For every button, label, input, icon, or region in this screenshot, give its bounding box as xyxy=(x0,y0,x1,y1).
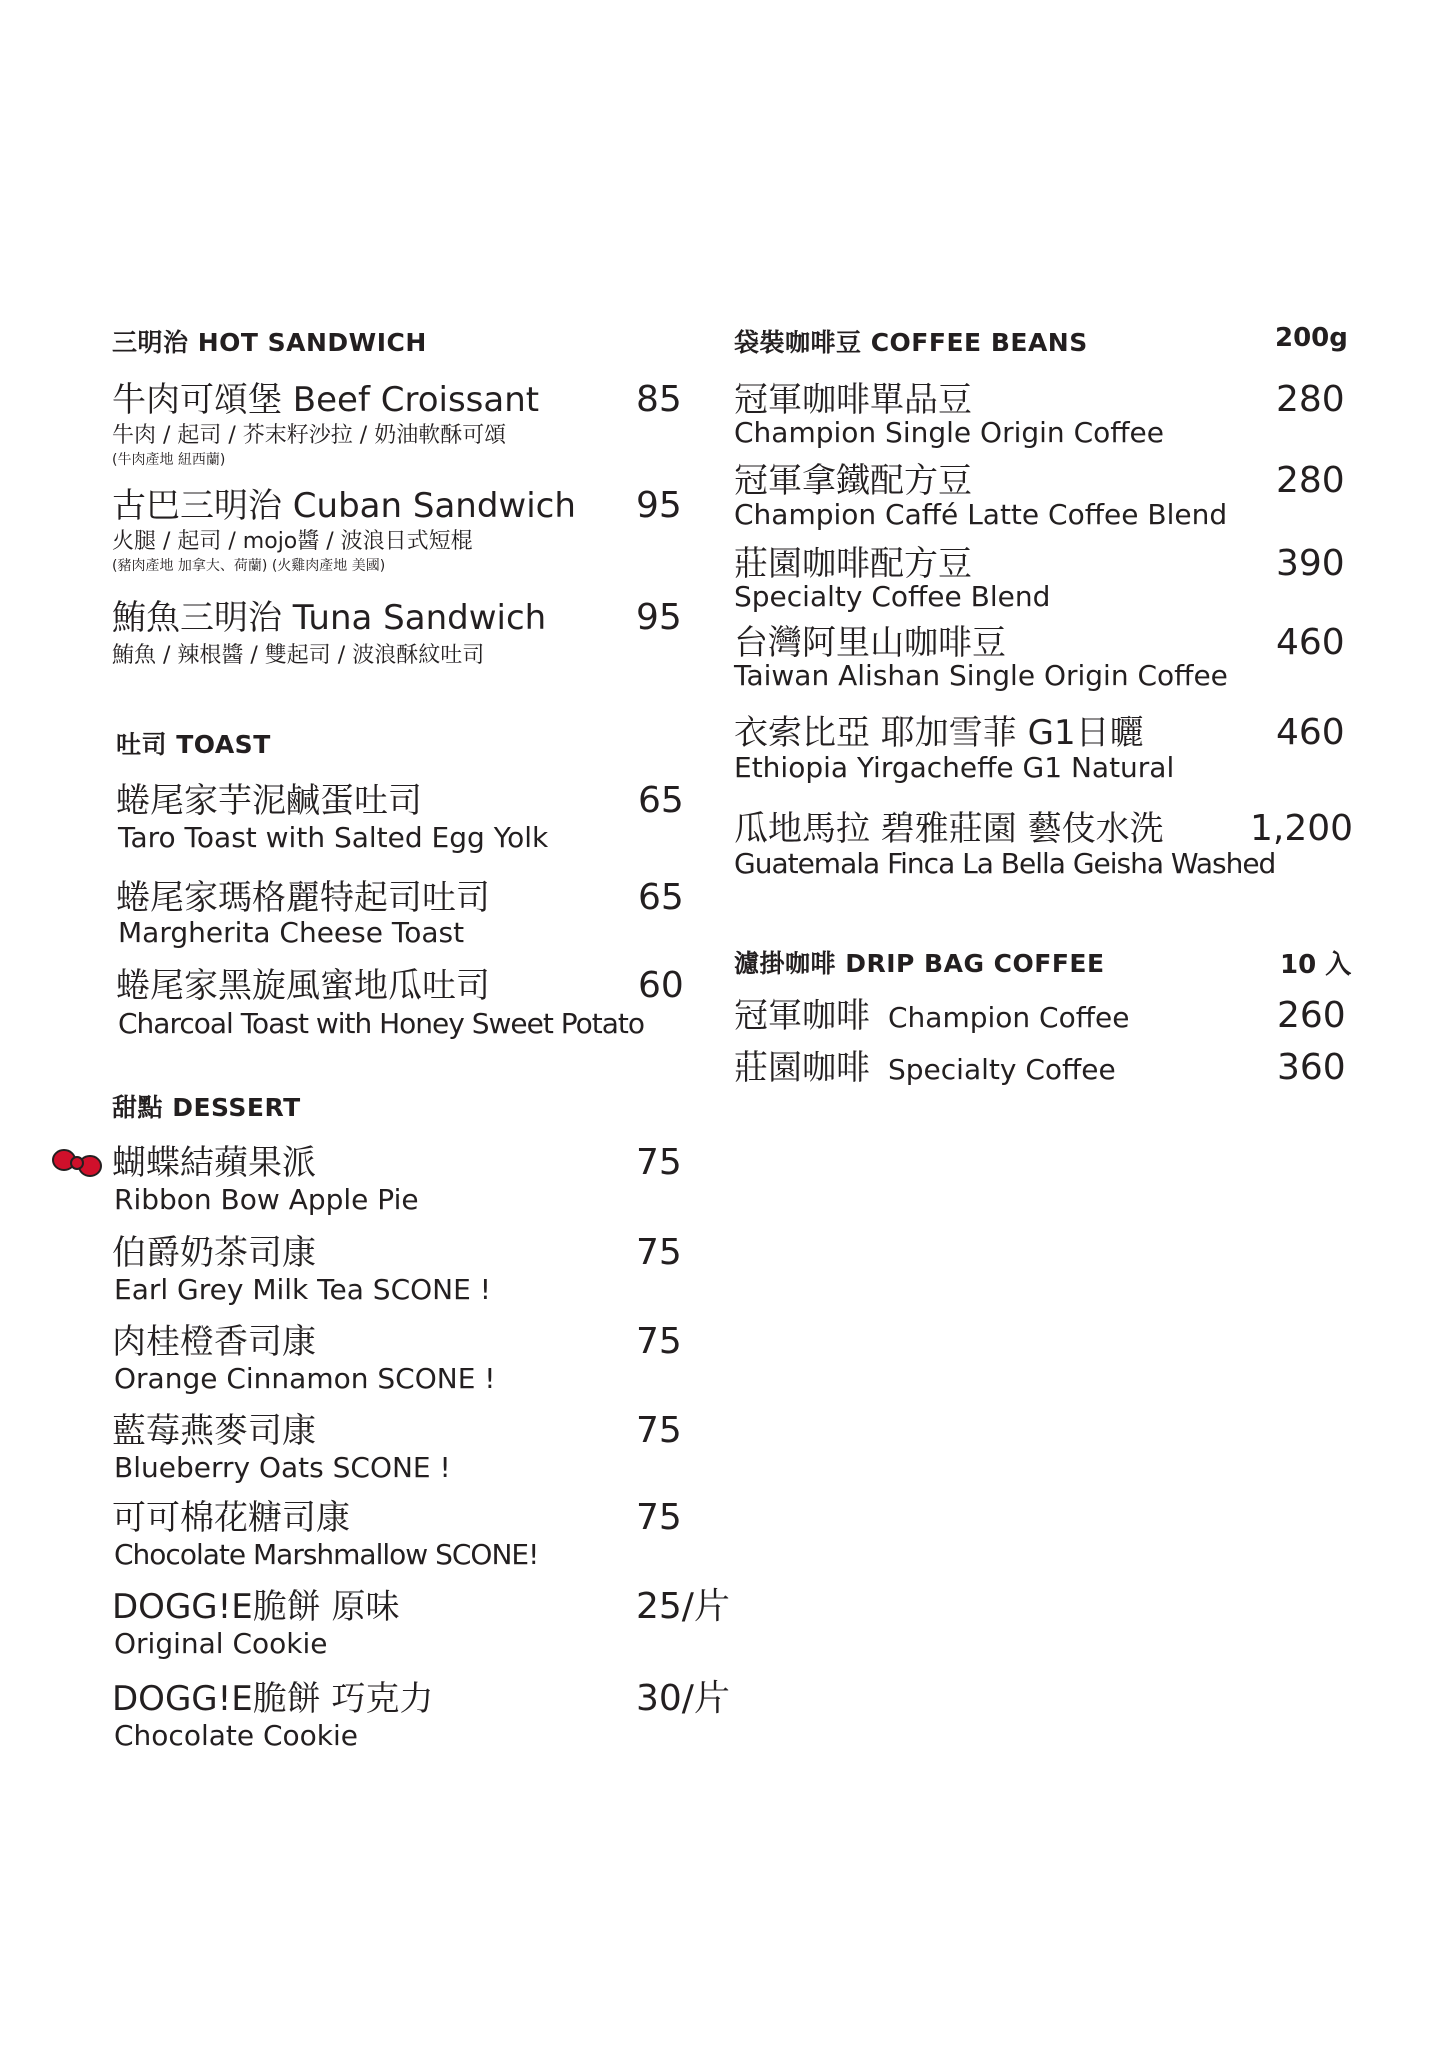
item-description: 鮪魚 / 辣根醬 / 雙起司 / 波浪酥紋吐司 xyxy=(112,643,485,668)
section-title-dessert: 甜點 DESSERT xyxy=(112,1093,301,1122)
item-name: 蜷尾家黑旋風蜜地瓜吐司 xyxy=(116,966,490,1006)
item-english-name: Charcoal Toast with Honey Sweet Potato xyxy=(118,1007,645,1040)
item-name: 莊園咖啡 xyxy=(734,1048,870,1088)
item-price: 1,200 xyxy=(1250,808,1354,849)
item-name: 蜷尾家芋泥鹹蛋吐司 xyxy=(116,781,422,821)
item-price: 60 xyxy=(638,965,684,1006)
item-name: 冠軍咖啡單品豆 xyxy=(734,380,972,420)
item-name: 冠軍拿鐵配方豆 xyxy=(734,461,972,501)
item-price: 460 xyxy=(1276,712,1345,753)
unit-label: 200g xyxy=(1275,323,1348,353)
item-name: DOGG!E脆餅 原味 xyxy=(112,1587,400,1627)
item-english-name: Guatemala Finca La Bella Geisha Washed xyxy=(734,847,1276,880)
item-english-name: Champion Caffé Latte Coffee Blend xyxy=(734,498,1228,531)
item-english-name: Specialty Coffee xyxy=(888,1053,1116,1086)
item-english-name: Specialty Coffee Blend xyxy=(734,580,1051,613)
item-price: 75 xyxy=(636,1410,682,1451)
item-english-name: Earl Grey Milk Tea SCONE ! xyxy=(114,1273,491,1306)
item-price: 30/片 xyxy=(636,1678,730,1719)
item-english-name: Orange Cinnamon SCONE ! xyxy=(114,1362,496,1395)
item-english-name: Champion Single Origin Coffee xyxy=(734,416,1164,449)
item-english-name: Taiwan Alishan Single Origin Coffee xyxy=(734,659,1228,692)
item-english-name: Ethiopia Yirgacheffe G1 Natural xyxy=(734,751,1175,784)
ribbon-bow-icon xyxy=(52,1146,102,1180)
item-price: 280 xyxy=(1276,379,1345,420)
item-name: 衣索比亞 耶加雪菲 G1日曬 xyxy=(734,713,1144,753)
item-price: 85 xyxy=(636,379,682,420)
item-name: 冠軍咖啡 xyxy=(734,996,870,1036)
item-name: 鮪魚三明治 Tuna Sandwich xyxy=(112,598,547,638)
item-name: 可可棉花糖司康 xyxy=(112,1498,350,1538)
item-price: 360 xyxy=(1277,1047,1346,1088)
item-english-name: Chocolate Cookie xyxy=(114,1719,359,1752)
item-english-name: Chocolate Marshmallow SCONE! xyxy=(114,1538,539,1571)
item-price: 280 xyxy=(1276,460,1345,501)
item-name: 台灣阿里山咖啡豆 xyxy=(734,623,1006,663)
item-price: 95 xyxy=(636,485,682,526)
unit-label: 10 入 xyxy=(1280,950,1352,980)
item-name: 蜷尾家瑪格麗特起司吐司 xyxy=(116,878,490,918)
item-english-name: Original Cookie xyxy=(114,1627,328,1660)
item-name: 莊園咖啡配方豆 xyxy=(734,544,972,584)
item-english-name: Blueberry Oats SCONE ! xyxy=(114,1451,451,1484)
item-price: 260 xyxy=(1277,995,1346,1036)
item-name: 伯爵奶茶司康 xyxy=(112,1233,316,1273)
section-title-hot-sandwich: 三明治 HOT SANDWICH xyxy=(112,328,427,357)
section-title-coffee-beans: 袋裝咖啡豆 COFFEE BEANS xyxy=(734,328,1088,357)
item-name: 古巴三明治 Cuban Sandwich xyxy=(112,486,576,526)
item-english-name: Taro Toast with Salted Egg Yolk xyxy=(118,821,549,854)
item-note: (豬肉產地 加拿大、荷蘭) (火雞肉產地 美國) xyxy=(112,558,386,574)
item-price: 95 xyxy=(636,597,682,638)
item-description: 牛肉 / 起司 / 芥末籽沙拉 / 奶油軟酥可頌 xyxy=(112,423,507,448)
item-english-name: Champion Coffee xyxy=(888,1001,1130,1034)
item-description: 火腿 / 起司 / mojo醬 / 波浪日式短棍 xyxy=(112,529,473,554)
item-name: DOGG!E脆餅 巧克力 xyxy=(112,1679,434,1719)
item-note: (牛肉產地 紐西蘭) xyxy=(112,452,226,468)
item-english-name: Ribbon Bow Apple Pie xyxy=(114,1183,419,1216)
item-price: 75 xyxy=(636,1232,682,1273)
item-price: 390 xyxy=(1276,543,1345,584)
item-price: 25/片 xyxy=(636,1586,730,1627)
item-name: 肉桂橙香司康 xyxy=(112,1322,316,1362)
item-name: 牛肉可頌堡 Beef Croissant xyxy=(112,380,540,420)
item-price: 75 xyxy=(636,1497,682,1538)
item-english-name: Margherita Cheese Toast xyxy=(118,916,465,949)
item-name: 蝴蝶結蘋果派 xyxy=(112,1143,316,1183)
item-name: 藍莓燕麥司康 xyxy=(112,1411,316,1451)
item-price: 75 xyxy=(636,1142,682,1183)
item-price: 65 xyxy=(638,780,684,821)
item-price: 65 xyxy=(638,877,684,918)
item-price: 75 xyxy=(636,1321,682,1362)
item-price: 460 xyxy=(1276,622,1345,663)
item-name: 瓜地馬拉 碧雅莊園 藝伎水洗 xyxy=(734,809,1164,849)
section-title-drip-bag: 濾掛咖啡 DRIP BAG COFFEE xyxy=(734,949,1105,978)
section-title-toast: 吐司 TOAST xyxy=(116,730,271,759)
